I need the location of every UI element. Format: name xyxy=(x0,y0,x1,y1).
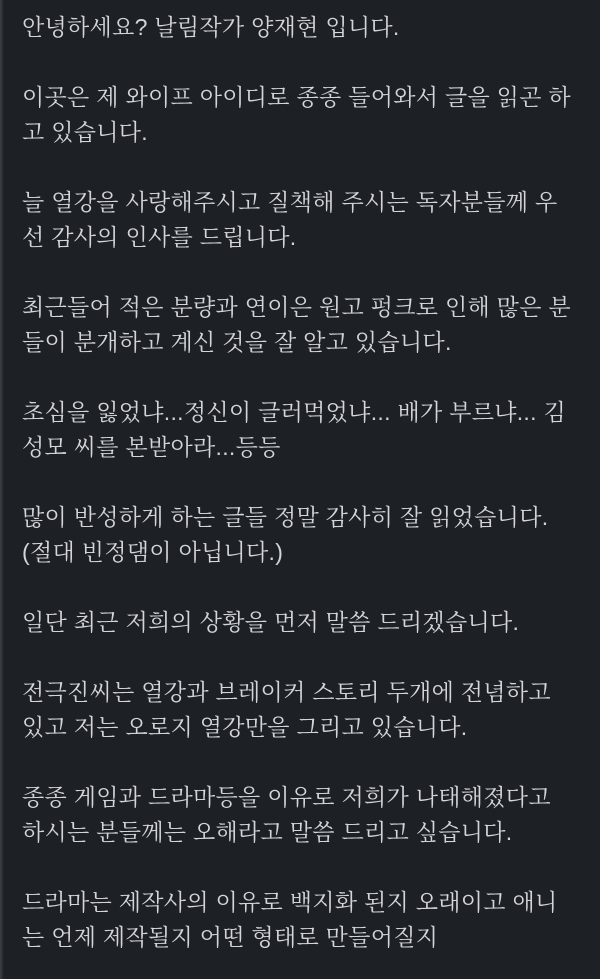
post-paragraph-wife-id: 이곳은 제 와이프 아이디로 종종 들어와서 글을 읽곤 하고 있습니다. xyxy=(22,84,571,145)
post-paragraph-situation: 일단 최근 저희의 상황을 먼저 말씀 드리겠습니다. xyxy=(22,609,520,635)
post-paragraph-rumors: 종종 게임과 드라마등을 이유로 저희가 나태해졌다고 하시는 분들께는 오해라고 말씀 드리고 싶습니다. xyxy=(22,784,551,845)
post-paragraph-reflection: 많이 반성하게 하는 글들 정말 감사히 잘 읽었습니다.(절대 빈정댐이 아닙니다.) xyxy=(22,504,549,565)
post-paragraph-criticisms: 초심을 잃었냐...정신이 글러먹었냐... 배가 부르냐... 김성모 씨를 본받아라...등등 xyxy=(22,399,567,460)
post-paragraph-apology: 최근들어 적은 분량과 연이은 원고 펑크로 인해 많은 분들이 분개하고 계신 것을 잘 알고 있습니다. xyxy=(22,294,571,355)
post-paragraph-greeting: 안녕하세요? 날림작가 양재현 입니다. xyxy=(22,14,400,40)
post-paragraph-thanks: 늘 열강을 사랑해주시고 질책해 주시는 독자분들께 우선 감사의 인사를 드립니다. xyxy=(22,189,558,250)
post-paragraph-drama-anime: 드라마는 제작사의 이유로 백지화 된지 오래이고 애니는 언제 제작될지 어떤 형태로 만들어질지 xyxy=(22,889,558,950)
post-paragraph-work-split: 전극진씨는 열강과 브레이커 스토리 두개에 전념하고 있고 저는 오로지 열강만을 그리고 있습니다. xyxy=(22,679,551,740)
